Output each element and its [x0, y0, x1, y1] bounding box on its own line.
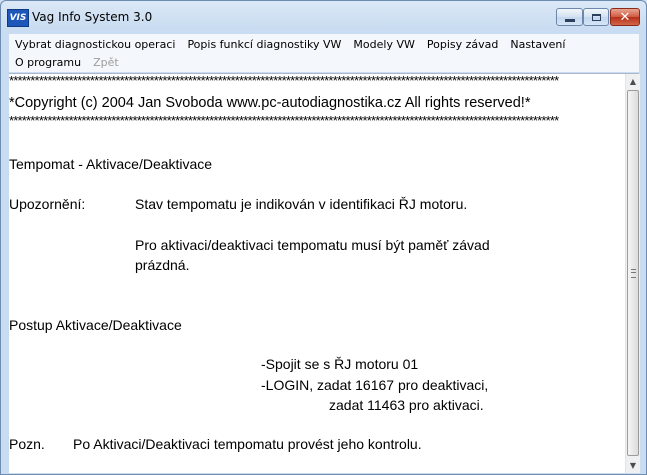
menu-bar	[9, 34, 639, 72]
vertical-scrollbar[interactable]	[625, 74, 640, 473]
close-button[interactable]	[610, 8, 640, 26]
maximize-icon	[592, 14, 601, 21]
warning-text-2a: Pro aktivaci/deaktivaci tempomatu musí být paměť závad	[135, 237, 490, 253]
maximize-button[interactable]	[583, 8, 609, 26]
star-border-bottom: *********************************************************************************************************************************	[9, 116, 559, 127]
title-bar[interactable]	[1, 1, 646, 33]
note-label: Pozn.	[9, 436, 45, 452]
step-2: -LOGIN, zadat 16167 pro deaktivaci,	[261, 377, 489, 393]
menu-o-programu[interactable]: O programu	[15, 56, 82, 69]
step-3: zadat 11463 pro aktivaci.	[329, 397, 484, 413]
menu-row-2	[9, 54, 125, 72]
scroll-down-icon[interactable]: ▼	[629, 461, 637, 470]
step-1: -Spojit se s ŘJ motoru 01	[261, 356, 419, 372]
close-icon: ✕	[619, 9, 631, 25]
menu-modely-vw[interactable]: Modely VW	[353, 38, 415, 51]
document-content	[9, 74, 623, 474]
app-icon[interactable]: VIS	[7, 9, 29, 27]
warning-text-1: Stav tempomatu je indikován v identifikaci ŘJ motoru.	[135, 196, 468, 212]
warning-text-2b: prázdná.	[135, 257, 190, 273]
menu-popis-funkci-diagnostiky[interactable]: Popis funkcí diagnostiky VW	[187, 38, 342, 51]
note-text: Po Aktivaci/Deaktivaci tempomatu provést jeho kontrolu.	[73, 436, 422, 452]
menu-zpet: Zpět	[93, 56, 119, 69]
menu-nastaveni[interactable]: Nastavení	[510, 38, 566, 51]
menu-vybrat-diagnostickou-operaci[interactable]: Vybrat diagnostickou operaci	[15, 38, 176, 51]
menu-popisy-zavad[interactable]: Popisy závad	[426, 38, 499, 51]
copyright-line: *Copyright (c) 2004 Jan Svoboda www.pc-autodiagnostika.cz All rights reserved!*	[9, 95, 531, 111]
document-view[interactable]	[9, 73, 639, 473]
procedure-heading: Postup Aktivace/Deaktivace	[9, 317, 182, 333]
window-title: Vag Info System 3.0	[32, 10, 153, 24]
scrollbar-thumb[interactable]	[627, 90, 639, 456]
scroll-up-icon[interactable]: ▲	[629, 77, 637, 86]
minimize-button[interactable]	[556, 8, 583, 26]
menu-row-1	[9, 36, 571, 54]
grip-icon	[631, 269, 636, 278]
star-border-top: *********************************************************************************************************************************	[9, 76, 559, 87]
page-heading: Tempomat - Aktivace/Deaktivace	[9, 156, 213, 172]
warning-label: Upozornění:	[9, 196, 86, 212]
minimize-icon	[565, 19, 575, 22]
